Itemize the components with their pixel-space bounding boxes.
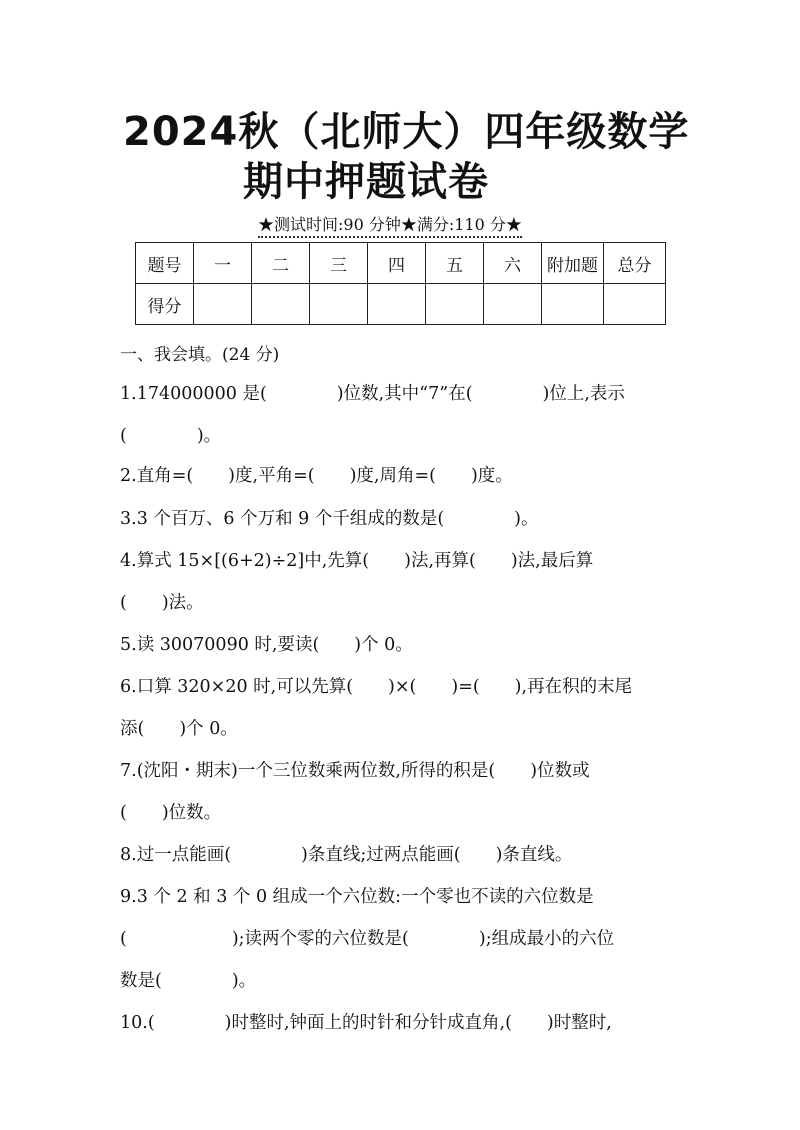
test-info: ★测试时间:90 分钟★满分:110 分★	[258, 212, 522, 238]
score-cell[interactable]	[310, 284, 368, 325]
score-table	[135, 242, 666, 325]
score-table-score-row	[136, 284, 666, 325]
exam-title-line1: 2024秋（北师大）四年级数学	[123, 109, 690, 155]
score-cell[interactable]	[368, 284, 426, 325]
score-cell[interactable]	[484, 284, 542, 325]
question-line: ( )位数。	[120, 803, 222, 823]
header-cell: 一	[194, 243, 252, 284]
question-line: 2.直角=( )度,平角=( )度,周角=( )度。	[120, 466, 513, 486]
score-cell[interactable]	[542, 284, 604, 325]
question-line: 10.( )时整时,钟面上的时针和分针成直角,( )时整时,	[120, 1013, 612, 1033]
score-cell[interactable]	[194, 284, 252, 325]
exam-title-line2: 期中押题试卷	[243, 159, 489, 205]
header-cell: 三	[310, 243, 368, 284]
header-cell: 附加题	[542, 243, 604, 284]
header-cell: 题号	[136, 243, 194, 284]
question-line: 8.过一点能画( )条直线;过两点能画( )条直线。	[120, 845, 573, 865]
question-line: 5.读 30070090 时,要读( )个 0。	[120, 635, 413, 655]
question-line: 4.算式 15×[(6+2)÷2]中,先算( )法,再算( )法,最后算	[120, 551, 594, 571]
section-1-title: 一、我会填。(24 分)	[120, 345, 280, 365]
score-cell[interactable]	[252, 284, 310, 325]
score-row-label: 得分	[136, 284, 194, 325]
question-line: ( );读两个零的六位数是( );组成最小的六位	[120, 929, 615, 949]
question-line: ( )法。	[120, 593, 204, 613]
score-cell[interactable]	[604, 284, 666, 325]
header-cell: 四	[368, 243, 426, 284]
question-line: 7.(沈阳・期末)一个三位数乘两位数,所得的积是( )位数或	[120, 761, 590, 781]
score-cell[interactable]	[426, 284, 484, 325]
question-line: 1.174000000 是( )位数,其中“7”在( )位上,表示	[120, 384, 625, 404]
score-table-header-row	[136, 243, 666, 284]
header-cell: 五	[426, 243, 484, 284]
header-cell: 总分	[604, 243, 666, 284]
question-line: 数是( )。	[120, 971, 257, 991]
header-cell: 六	[484, 243, 542, 284]
header-cell: 二	[252, 243, 310, 284]
question-line: 添( )个 0。	[120, 719, 238, 739]
question-line: ( )。	[120, 426, 222, 446]
question-line: 3.3 个百万、6 个万和 9 个千组成的数是( )。	[120, 509, 539, 529]
question-line: 6.口算 320×20 时,可以先算( )×( )=( ),再在积的末尾	[120, 677, 633, 697]
question-line: 9.3 个 2 和 3 个 0 组成一个六位数:一个零也不读的六位数是	[120, 887, 594, 907]
